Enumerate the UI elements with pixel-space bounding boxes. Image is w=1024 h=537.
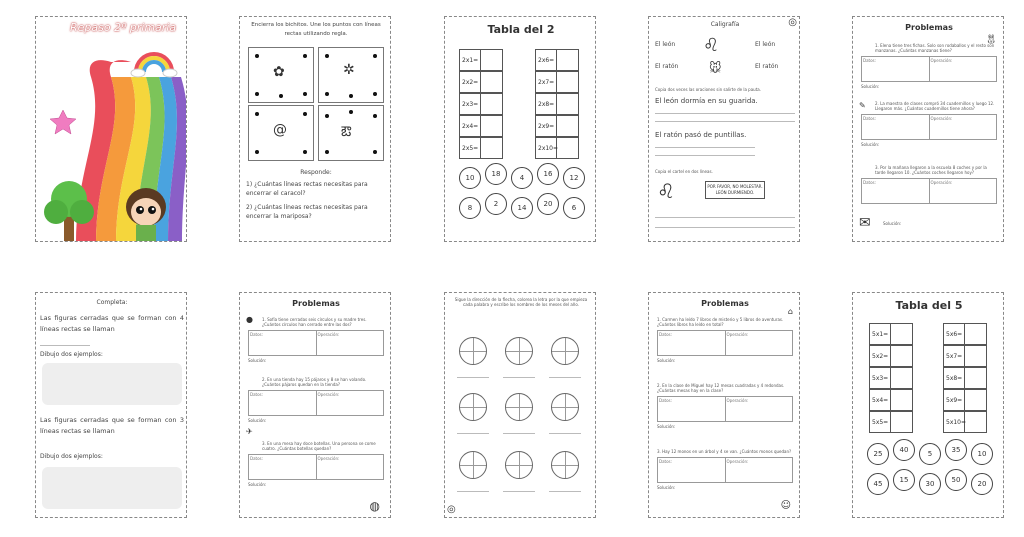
table-row[interactable]: 5x7= [943,345,989,367]
completa-text-1: Las figuras cerradas que se forman con 4 líneas rectas se llaman [40,314,184,333]
drawing-area-1[interactable] [42,363,182,405]
snail-icon: @ [273,122,287,138]
sentence-2: El ratón pasó de puntillas. [655,131,747,139]
table-row[interactable]: 5x10= [943,411,989,433]
dots-question-2: 2) ¿Cuántas líneas rectas necesitas para encerrar la mariposa? [246,204,368,220]
kid-icon: ☺ [780,500,791,511]
bee-icon: ✲ [343,62,355,78]
answer-line[interactable] [503,377,535,378]
solution-label: Solución: [657,424,676,429]
table-row[interactable]: 2x2= [459,71,505,93]
answer-line[interactable] [503,491,535,492]
table-row[interactable]: 2x7= [535,71,581,93]
problem-2-text: 2. La maestra de clases compró 34 cuadernillos y luego 12. Llegaron más. ¿Cuántos cuadernillos tiene ahora? [875,101,995,111]
problem-1-text: 1. Elena tiene tres fichas. Solo son rodaballos y el resto son manzanas. ¿Cuántas manzanas tiene? [875,43,995,53]
table-row[interactable]: 5x9= [943,389,989,411]
word-leon-1: El león [655,41,676,48]
sun-number: 14 [511,197,533,219]
completa-draw-2: Dibujo dos ejemplos: [40,453,103,460]
page-cover[interactable] [35,16,187,242]
page-tabla-2[interactable] [444,16,596,242]
page-tabla-5[interactable] [852,292,1004,518]
rainbow-illustration [36,17,187,242]
page-problemas-3[interactable] [648,292,800,518]
tabla2-right-column [535,49,581,159]
letter-wheel[interactable] [505,393,533,421]
dots-frame-2[interactable] [318,47,384,103]
tabla2-title: Tabla del 2 [487,23,555,36]
dots-frame-3[interactable] [248,105,314,161]
problem-2-text: 2. En una tienda hay 15 pájaros y 8 se han volando. ¿Cuántos pájaros quedan en la tienda? [262,377,367,387]
sun-number: 5 [919,443,941,465]
answer-box[interactable]: Datos: Operación: [657,396,793,422]
sign-board: POR FAVOR, NO MOLESTAR. LEÓN DURMIENDO. [705,181,765,199]
mouse-icon: 🐭︎ [709,61,722,75]
table-row[interactable]: 5x8= [943,367,989,389]
tabla5-title: Tabla del 5 [895,299,963,312]
sun-number: 6 [563,197,585,219]
answer-box[interactable]: Datos: Operación: [248,454,384,480]
tabla5-left-column [869,323,915,433]
copy-instruction-2: Copia el cartel en dos líneas. [655,169,713,174]
table-row[interactable]: 2x1= [459,49,505,71]
letter-wheel[interactable] [551,451,579,479]
dots-instructions: Encierra los bichitos. Une los puntos con líneas rectas utilizando regla. [251,22,381,37]
table-row[interactable]: 5x1= [869,323,915,345]
tabla2-left-column [459,49,505,159]
sun-number: 30 [919,473,941,495]
answer-line[interactable] [503,433,535,434]
drawing-area-2[interactable] [42,467,182,509]
copy-instruction-1: Copia dos veces las oraciones sin salirte de la pauta. [655,87,761,92]
problem-3-text: 3. Hay 12 monos en un árbol y 4 se van. ¿Cuántos monos quedan? [657,449,792,454]
table-row[interactable]: 5x4= [869,389,915,411]
letter-wheel[interactable] [459,337,487,365]
table-row[interactable]: 5x6= [943,323,989,345]
pencil-icon: ✎ [859,101,866,110]
envelope-icon: ✉ [859,215,871,231]
answer-heading: Responde: [300,169,332,176]
sun-number: 45 [867,473,889,495]
completa-text-2: Las figuras cerradas que se forman con 3 líneas rectas se llaman [40,416,184,435]
table-row[interactable]: 2x10= [535,137,581,159]
word-leon-2: El león [755,41,776,48]
cover-title: Repaso 2º primaria [70,21,177,34]
solution-label: Solución: [248,482,267,487]
table-row[interactable]: 5x2= [869,345,915,367]
table-row[interactable]: 5x3= [869,367,915,389]
sun-number: 20 [537,193,559,215]
answer-line[interactable] [549,433,581,434]
rope-icon: ◎ [788,17,797,28]
writing-line[interactable] [655,147,755,148]
problemas2-title: Problemas [292,299,340,308]
dots-question-1: 1) ¿Cuántas líneas rectas necesitas para encerrar el caracol? [246,181,368,197]
rope-icon: ◎ [447,504,456,515]
page-problemas-2[interactable] [239,292,391,518]
table-row[interactable]: 5x5= [869,411,915,433]
answer-line[interactable] [457,377,489,378]
page-ruedas[interactable] [444,292,596,518]
sun-number: 50 [945,469,967,491]
solution-label: Solución: [657,358,676,363]
lion-icon: ♌ [703,35,720,56]
problem-3-text: 3. En una mesa hay doce botellas. Una persona se come cuatro. ¿Cuántas botellas quedan? [262,441,376,451]
table-row[interactable]: 2x5= [459,137,505,159]
answer-box[interactable]: Datos: Operación: [248,390,384,416]
answer-box[interactable]: Datos: Operación: [657,330,793,356]
problemas1-title: Problemas [905,23,953,32]
dots-frame-4[interactable] [318,105,384,161]
page-dots[interactable] [239,16,391,242]
problem-1-text: 1. Carmen ha leído 7 libros de misterio y 5 libros de aventuras. ¿Cuántos libros ha leído en total? [657,317,784,327]
solution-label: Solución: [883,221,902,226]
sun-number: 20 [971,473,993,495]
solution-label: Solución: [861,84,880,89]
answer-line[interactable] [549,377,581,378]
sun-number: 15 [893,469,915,491]
table-row[interactable]: 2x6= [535,49,581,71]
answer-line[interactable] [40,345,90,346]
flower-icon: ✿ [273,64,285,80]
problemas3-title: Problemas [701,299,749,308]
star-icon [50,110,76,134]
table-row[interactable]: 2x4= [459,115,505,137]
answer-box[interactable]: Datos: Operación: [248,330,384,356]
sun-number: 10 [459,167,481,189]
completa-draw-1: Dibujo dos ejemplos: [40,351,103,358]
word-raton-1: El ratón [655,63,679,70]
page-problemas-1[interactable] [852,16,1004,242]
ruedas-instructions: Sigue la dirección de la flecha, colorea la letra por la que empieza cada palabra y escribe los nombres de los meses del año. [454,297,588,307]
problem-2-text: 2. En la clase de Miguel hay 12 mesas cuadradas y 4 redondas. ¿Cuántas mesas hay en la clase? [657,383,785,393]
page-completa[interactable] [35,292,187,518]
dots-frame-1[interactable] [248,47,314,103]
sun-number: 4 [511,167,533,189]
solution-label: Solución: [248,418,267,423]
answer-line[interactable] [457,433,489,434]
sun-number: 16 [537,163,559,185]
butterfly-icon: ఔ [341,124,352,140]
solution-label: Solución: [657,485,676,490]
plate-icon: ◍ [369,499,380,513]
solution-label: Solución: [248,358,267,363]
hat-icon: ⌂ [787,307,793,316]
table-row[interactable]: 2x3= [459,93,505,115]
sun-number: 8 [459,197,481,219]
sun-number: 10 [971,443,993,465]
tabla5-right-column [943,323,989,433]
answer-box[interactable]: Datos: Operación: [657,457,793,483]
writing-line[interactable] [655,217,795,218]
problem-3-text: 3. Por la mañana llegaron a la escuela 8 coches y por la tarde llegaron 10. ¿Cuántos coches llegaron hoy? [875,165,987,175]
letter-wheel[interactable] [459,393,487,421]
letter-wheel[interactable] [551,337,579,365]
sentence-1: El león dormía en su guarida. [655,97,758,105]
caligrafia-title: Caligrafía [710,21,740,28]
writing-line[interactable] [655,155,755,156]
problem-1-text: 1. Sofía tiene cerradas seis círculos y su madre tres. ¿Cuántos círculos han cerrado entre las dos? [262,317,367,327]
solution-label: Solución: [861,142,880,147]
sun-number: 18 [485,163,507,185]
completa-title: Completa: [96,299,128,306]
sleeping-lion-icon: ♌ [657,179,675,203]
answer-box[interactable]: Datos: Operación: [861,56,997,82]
bird-icon: ✈ [246,427,253,436]
answer-box[interactable]: Datos: Operación: [861,178,997,204]
writing-line[interactable] [655,121,795,122]
apple-icon: ● [246,315,253,324]
letter-wheel[interactable] [551,393,579,421]
writing-line[interactable] [655,227,795,228]
answer-line[interactable] [549,491,581,492]
sun-number: 12 [563,167,585,189]
table-row[interactable]: 2x8= [535,93,581,115]
letter-wheel[interactable] [505,337,533,365]
small-rainbow-icon [131,54,177,77]
writing-line[interactable] [655,113,795,114]
word-raton-2: El ratón [755,63,779,70]
rabbit-icon: 🐰︎ [985,35,997,45]
sun-number: 35 [945,439,967,461]
letter-wheel[interactable] [459,451,487,479]
sun-number: 40 [893,439,915,461]
page-caligrafia[interactable] [648,16,800,242]
sun-number: 25 [867,443,889,465]
answer-line[interactable] [457,491,489,492]
answer-box[interactable]: Datos: Operación: [861,114,997,140]
table-row[interactable]: 2x9= [535,115,581,137]
letter-wheel[interactable] [505,451,533,479]
sun-number: 2 [485,193,507,215]
